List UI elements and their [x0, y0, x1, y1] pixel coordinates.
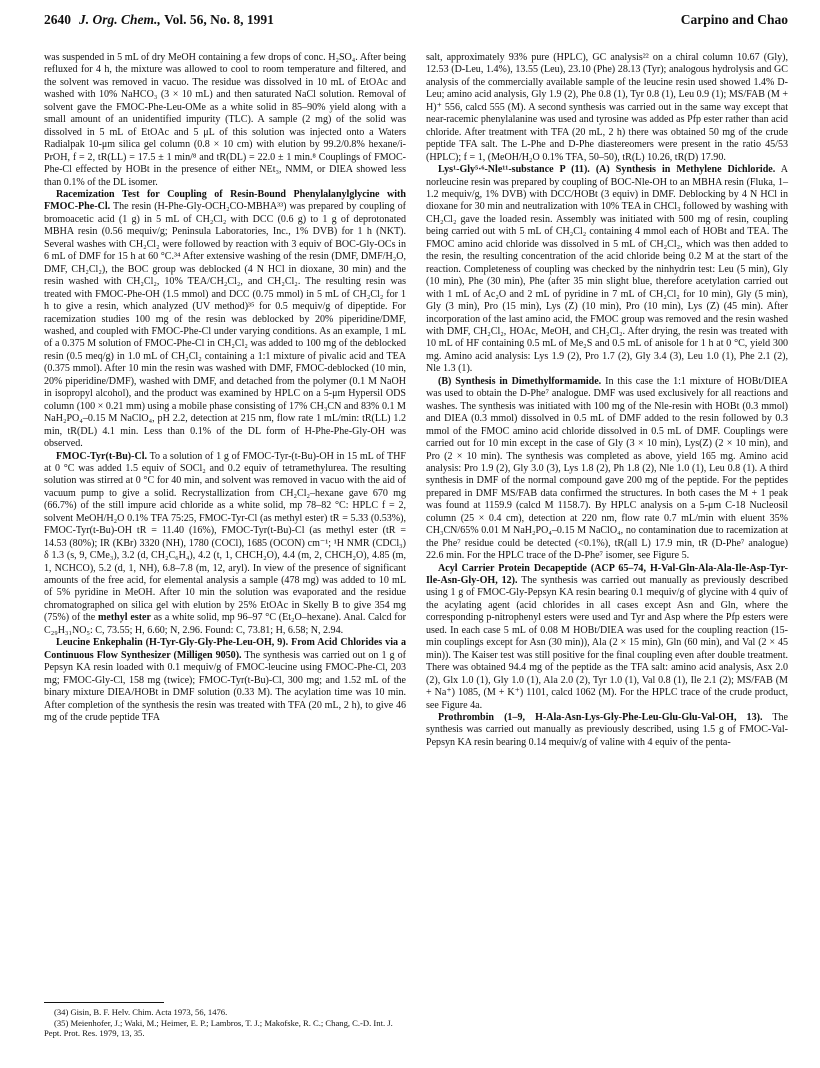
section-heading: FMOC-Tyr(t-Bu)-Cl.: [56, 450, 148, 462]
journal-name: J. Org. Chem.,: [79, 12, 161, 27]
paragraph: [426, 712, 788, 749]
paragraph: [426, 376, 788, 563]
section-heading: Leucine Enkephalin (H-Tyr-Gly-Gly-Phe-Leu-OH, 9). From Acid Chlorides via a Continuous Flow Synthesizer (Milligen 9050).: [44, 637, 406, 661]
section-heading: Prothrombin (1–9, H-Ala-Asn-Lys-Gly-Phe-Leu-Glu-Glu-Val-OH, 13).: [438, 712, 763, 724]
paragraph: [44, 637, 406, 724]
section-heading: Acyl Carrier Protein Decapeptide (ACP 65–74, H-Val-Gln-Ala-Ala-Ile-Asp-Tyr-Ile-Asn-Gly-OH, 12).: [426, 562, 788, 587]
paragraph-body: The synthesis was carried out on 1 g of Pepsyn KA resin loaded with 0.1 mequiv/g of FMOC-leucine using FMOC-Phe-Cl, 203 mg; FMOC-Gly-Cl, 158 mg (twice); FMOC-Tyr(t-Bu)-Cl, 300 mg; and 1.52 mL of the binary mixture DIEA/HOBt in DMF solution (0.33 M). The acylation time was 10 min. After completion of the synthesis the resin was treated with TFA (20 mL, 2 h), to give 46 mg of the crude peptide TFA: [44, 649, 406, 724]
journal-citation: [79, 12, 274, 28]
paragraph: [44, 189, 406, 451]
running-authors: Carpino and Chao: [680, 12, 788, 27]
footnote: (34) Gisin, B. F. Helv. Chim. Acta 1973, 56, 1476.: [54, 1007, 228, 1017]
paragraph-body: A norleucine resin was prepared by coupling of BOC-Nle-OH to an MBHA resin (Fluka, 1–1.2 mequiv/g, 1% DVB) with DCC/HOBt (3 equiv) in DMF. Deblocking by 4 N HCl in dioxane for 30 min and neutralization with 10% TEA in CHCl₃ followed by washing with CH₂Cl₂ gave the loaded resin. Assembly was initiated with 500 mg of resin, coupling being carried out with 5 mL of CH₂Cl₂ containing 4 mmol each of HOBt and TEA. The FMOC amino acid chloride was dissolved in 5 mL of CH₂Cl₂, which was then added to the resin, the resulting concentration of the acid chloride being 0.2 M at the start of the reaction. Completeness of coupling was checked by the ninhydrin test: Leu (5 min), Gly (10 min), Phe (30 min), Phe (after 35 min slight blue, therefore acetylation carried out with 1 mL of Ac₂O and 2 mL of pyridine in 7 mL of CH₂Cl₂ for 10 min), Gly (5 min), Gly (3 min), Pro (15 min), Lys (Z) (10 min), Pro (10 min), Lys (Z) (45 min). After incorporation of the last amino acid, the FMOC group was removed and the resin washed with DMF, CH₂Cl₂, HOAc, MeOH, and CH₂Cl₂. After drying, the resin was treated with 10 mL of HF containing 0.5 mL of Me₂S and 0.5 mL of anisole for 1 h at 0 °C, yield 300 mg. Amino acid analysis: Lys 1.9 (2), Pro 1.7 (2), Gly 3.4 (3), Leu 1.0 (1), Phe 2.1 (2), Nle 1.3 (1).: [426, 164, 788, 375]
section-heading: (B) Synthesis in Dimethylformamide.: [438, 375, 602, 387]
paragraph-body: The synthesis was carried out manually as previously described, using 1.5 g of FMOC-Val-Pepsyn KA resin bearing 0.14 mequiv/g of valine with 4 equiv of the penta-: [426, 712, 788, 748]
section-heading: Lys¹-Gly⁵·⁶-Nle¹¹-substance P (11). (A) Synthesis in Methylene Dichloride.: [438, 164, 776, 176]
paragraph-body: In this case the 1:1 mixture of HOBt/DIEA was used to obtain the D-Phe⁷ analogue. DMF was used exclusively for all reactions and washes. The synthesis was initiated with 100 mg of the Nle-resin with HOBt (0.3 mmol) and DIEA (0.3 mmol) dissolved in 0.5 mL of DMF added to the resin followed by 0.3 mmol of the FMOC amino acid chloride dissolved in 0.5 mL of DMF. Couplings were carried out for 10 min except in the case of Gly (3 × 10 min), Lys(Z) (2 × 10 min), and Pro (2 × 10 min). The synthesis was completed as above, yield 165 mg. Amino acid analysis: Pro 1.9 (2), Gly 3.0 (3), Lys 1.8 (2), Ph 1.8 (2), Nle 1.0 (1), Leu 0.8 (1). A third synthesis in DMF of the normal compound gave 200 mg of the peptide. For the peptides prepared in DMF MS/FAB data confirmed the structures. In both cases the M + 1 peak was found at 1159.9 (calcd M 1158.7). By HPLC analysis on a 5-μm C-18 Nucleosil column (25 × 0.4 cm), detection at 220 nm, flow rate 0.7 mL/min with eluent 35% CH₃CN/65% 0.01 M NaH₂PO₄–0.15 M NaClO₄, no contamination due to racemization at the Phe⁷ residue could be detected (<0.1%), tR(all L) 17.9 min, tR (D-Phe⁷ analogue) 22.6 min. For the HPLC trace of the D-Phe⁷ isomer, see Figure 5.: [426, 375, 788, 562]
paragraph-body: as a white solid, mp 96–97 °C (Et₂O–hexane). Anal. Calcd for C₂₉H₃₁NO₅: C, 73.55; H, 6.60; N, 2.96. Found: C, 73.81; H, 6.58; N, 2.94.: [44, 612, 406, 636]
paragraph: was suspended in 5 mL of dry MeOH containing a few drops of conc. H₂SO₄. After being refluxed for 4 h, the mixture was allowed to cool to room temperature and filtered, and the solvent was removed in vacuo. The residue was dissolved in 10 mL of EtOAc and washed with 10% NaHCO₃ (3 × 10 mL) and then saturated NaCl solution. Removal of solvent gave the FMOC-Phe-Leu-OMe as a white solid in 85–90% yield along with a small amount of an unidentified impurity (TLC). A sample (2 mg) of the solid was dissolved in 5 mL of EtOAc and 5 μL of this solution was injected onto a Waters Radialpak 10-μm silica gel column (0.8 × 10 cm) with elution by 99.2/0.8% hexane/i-PrOH, f = 2, tR(LL) = 17.5 ± 1 min/⁸ and tR(DL) = 22.0 ± 1 min.⁸ Couplings of FMOC-Phe-Cl effected by HOBt in the presence of either NEt₃, NMM, or DIEA showed less than 0.1% of the DL isomer.: [44, 52, 406, 188]
running-header: [44, 12, 788, 34]
page-number: 2640: [44, 12, 71, 27]
paragraph-body: To a solution of 1 g of FMOC-Tyr-(t-Bu)-OH in 15 mL of THF at 0 °C was added 1.5 equiv of SOCl₂ and 0.2 equiv of tetramethylurea. The resulting solution was stirred at 0 °C for 40 min, and solvent was removed in vacuo with the aid of vacuum pump to give a solid. Recrystallization from CH₂Cl₂–hexane gave 670 mg (66.7%) of the still impure acid chloride as a white solid, mp 78–82 °C: HPLC f = 2, solvent MeOH/H₂O 0.1% TFA 75:25, FMOC-Tyr-Cl (as methyl ester) tR = 5.33 (0.53%), FMOC-Tyr(t-Bu)-OH tR = 11.40 (16%), FMOC-Tyr(t-Bu)-Cl (as methyl ester (tR = 14.53 (80%); IR (KBr) 3320 (NH), 1780 (COCl), 1685 (OCON) cm⁻¹; ¹H NMR (CDCl₃) δ 1.3 (s, 9, CMe₃), 3.2 (d, CH₂C₆H₄), 4.2 (t, 1, CHCH₂O), 4.4 (m, 2, CHCH₂O), 4.85 (m, 1, NCHCO), 5.2 (d, 1, NH), 6.8–7.8 (m, 12, aryl). In view of the presence of significant amounts of the free acid, for elemental analysis a sample (478 mg) was added to 10 mL of 5% pyridine in MeOH. After 10 min the solution was evaporated and the residue chromatographed on silica gel with elution by 25% EtOAc in Skelly B to give 354 mg (75%) of the: [44, 450, 406, 624]
volume-info: Vol. 56, No. 8, 1991: [164, 12, 274, 27]
footnote: (35) Meienhofer, J.; Waki, M.; Heimer, E. P.; Lambros, T. J.; Makofske, R. C.; Chang, C.-D. Int. J. Pept. Prot. Res. 1979, 13, 35.: [44, 1017, 393, 1039]
left-column: [44, 52, 406, 724]
paragraph: salt, approximately 93% pure (HPLC), GC analysis²² on a chiral column 10.67 (Gly), 12.53 (D-Leu, 1.4%), 13.55 (Leu), 23.10 (Phe) 28.13 (Tyr); analogous hydrolysis and GC analysis of the commercially available sample of the leucine resin used showed 1.4% D-Leu; amino acid analysis, Gly 1.9 (2), Phe 0.8 (1), Tyr 0.8 (1), Leu 0.9 (1); MS/FAB (M + H)⁺ 556, calcd 555 (M). A second synthesis was carried out in the same way except that near-racemic phenylalanine was used and tyrosine was added as Pfp ester rather than acid chloride. After treatment with TFA (20 mL, 2 h) there was obtained 50 mg of the crude peptide TFA salt. The L-Phe and D-Phe diastereomers were present in the ratio 45/53 (HPLC); f = 1, (MeOH/H₂O 0.1% TFA, 50–50), tR(L) 10.26, tR(D) 17.90.: [426, 52, 788, 163]
section-heading: Racemization Test for Coupling of Resin-Bound Phenylalanylglycine with FMOC-Phe-Cl.: [44, 188, 406, 213]
paragraph: [426, 164, 788, 376]
paragraph: [426, 563, 788, 712]
paragraph-body: The resin (H-Phe-Gly-OCH₂CO-MBHA³³) was prepared by coupling of bromoacetic acid (1 g) in 5 mL of CH₂Cl₂ with DCC (0.6 g) to 1 g of deprotonated MBHA resin (0.56 mequiv/g; Peninsula Laboratories, Inc., 1% DVB) for 1 h (NKT). Several washes with CH₂Cl₂ were followed by reaction with 3 equiv of BOC-Gly-OCs in 6 mL of DMF for 15 h at 60 °C.³⁴ After extensive washing of the resin (DMF, DMF/H₂O, DMF, CH₂Cl₂), the BOC group was deblocked (4 N HCl in dioxane, 30 min) and the resin washed with CH₂Cl₂, 10% TEA/CH₂Cl₂, and CH₂Cl₂. The resulting resin was treated with FMOC-Phe-OH (1.5 mmol) and DCC (0.75 mmol) in 5 mL of CH₂Cl₂ for 1 h to give a resin, which analyzed (UV method)³⁵ for 0.5 mequiv/g of dipeptide. For racemization studies 100 mg of the resin was deblocked by 20% piperidine/DMF, washed, and coupled with FMOC-Phe-Cl under varying conditions. As an example, 1 mL of a 0.375 M solution of FMOC-Phe-Cl in CH₂Cl₂ was added to 100 mg of the deblocked resin (0.5 meq/g) in 1.0 mL of CH₂Cl₂ containing a 1:1 mixture of pivalic acid and TEA (0.375 mmol). After 10 min the resin was washed with DMF, FMOC-deblocked (10 min, 20% piperidine/DMF), washed with DMF, and detached from the polymer (0.1 M NaOH in isopropyl alcohol), and the product was examined by HPLC on a 5-μm Hypersil ODS column (100 × 0.21 mm) using a mobile phase consisting of 17% CH₃CN and 83% 0.1 M NaH₂PO₄–0.15 M NaClO₄, pH 2.2, detection at 215 nm, flow rate 1 mL/min: tR(LL) 1.2 min, tR(DL) 4.1 min. Less than 0.1% of the DL form of H-Phe-Phe-Gly-OH was observed.: [44, 201, 406, 450]
footnotes: [44, 1002, 406, 1039]
footnote-rule: [44, 1002, 164, 1003]
right-column: [426, 52, 788, 749]
paragraph-body: The synthesis was carried out manually as previously described using 1 g of FMOC-Gly-Pepsyn KA resin bearing 0.1 mequiv/g of glycine with 4 quiv of the acylating agent (acid chlorides in all cases except Asn and Gln, where the corresponding p-nitrophenyl esters were used and Tyr and Asp where the Pfp esters were used. In each case 5 mL of 0.08 M HOBt/DIEA was used for the coupling reaction (15-min couplings except for Asn (30 min)), Ala (2 × 15 min), Gln (60 min), and Val (2 × 45 min)). The Kaiser test was still positive for the final coupling even after double treatment. There was obtained 94.4 mg of the peptide as the TFA salt: amino acid analysis, Asx 2.0 (2), Glx 1.0 (1), Gly 1.0 (1), Ala 2.0 (2), Tyr 1.0 (1), Val 0.8 (1), Ile 2.1 (2); MS/FAB (M + Na⁺) 1085, (M + K⁺) 1101, calcd 1062 (M). For the HPLC trace of the crude product, see Figure 4a.: [426, 575, 788, 711]
bold-term: methyl ester: [98, 612, 151, 624]
paragraph: [44, 451, 406, 638]
